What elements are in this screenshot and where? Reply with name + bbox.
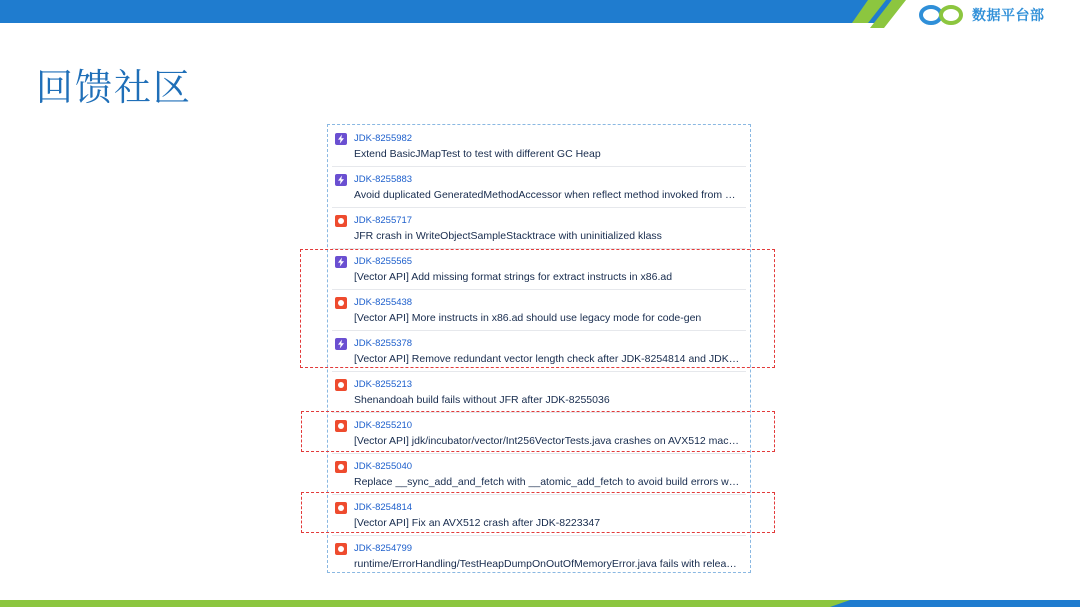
bug-circle-icon: [335, 502, 347, 514]
issue-summary: Extend BasicJMapTest to test with different GC Heap: [354, 148, 601, 160]
bug-circle-icon: [335, 215, 347, 227]
issue-key-link[interactable]: JDK-8254814: [354, 502, 413, 513]
issue-row[interactable]: [328, 208, 750, 249]
lightning-icon: [335, 174, 347, 186]
issue-row[interactable]: [328, 249, 750, 290]
issue-row[interactable]: [328, 454, 750, 495]
issue-key-link[interactable]: JDK-8255213: [354, 379, 413, 390]
bottom-footer-bar: [0, 600, 1080, 607]
issue-row[interactable]: [328, 413, 750, 454]
issue-row[interactable]: [328, 372, 750, 413]
issue-key-link[interactable]: JDK-8255565: [354, 256, 413, 267]
page-title: 回馈社区: [36, 66, 192, 109]
bug-circle-icon: [335, 297, 347, 309]
bug-circle-icon: [335, 543, 347, 555]
infinity-logo-icon: [918, 4, 966, 26]
issue-summary: Avoid duplicated GeneratedMethodAccessor when reflect method invoked from …: [354, 189, 736, 201]
issue-summary: [Vector API] Fix an AVX512 crash after JDK-8223347: [354, 517, 601, 529]
issue-key-link[interactable]: JDK-8254799: [354, 543, 413, 554]
bug-circle-icon: [335, 379, 347, 391]
issue-summary: Shenandoah build fails without JFR after JDK-8255036: [354, 394, 610, 406]
issue-row[interactable]: [328, 167, 750, 208]
brand-logo: [918, 4, 1045, 26]
issue-key-link[interactable]: JDK-8255378: [354, 338, 413, 349]
brand-logo-text: 数据平台部: [972, 8, 1045, 24]
issue-key-link[interactable]: JDK-8255883: [354, 174, 413, 185]
issue-key-link[interactable]: JDK-8255210: [354, 420, 413, 431]
issue-summary: [Vector API] Add missing format strings for extract instructs in x86.ad: [354, 271, 673, 283]
issue-summary: [Vector API] jdk/incubator/vector/Int256VectorTests.java crashes on AVX512 mac…: [354, 435, 740, 447]
issue-row[interactable]: [328, 536, 750, 577]
bug-circle-icon: [335, 461, 347, 473]
issue-key-link[interactable]: JDK-8255982: [354, 133, 413, 144]
issue-summary: Replace __sync_add_and_fetch with __atomic_add_fetch to avoid build errors w…: [354, 476, 740, 488]
bug-circle-icon: [335, 420, 347, 432]
lightning-icon: [335, 256, 347, 268]
issue-row[interactable]: [328, 126, 750, 167]
lightning-icon: [335, 338, 347, 350]
issue-key-link[interactable]: JDK-8255438: [354, 297, 413, 308]
issue-key-link[interactable]: JDK-8255717: [354, 215, 413, 226]
issue-row[interactable]: [328, 495, 750, 536]
issue-summary: runtime/ErrorHandling/TestHeapDumpOnOutOfMemoryError.java fails with relea…: [354, 558, 737, 570]
issue-summary: [Vector API] More instructs in x86.ad should use legacy mode for code-gen: [354, 312, 702, 324]
issue-row[interactable]: [328, 290, 750, 331]
issue-list: [327, 124, 751, 573]
lightning-icon: [335, 133, 347, 145]
issue-key-link[interactable]: JDK-8255040: [354, 461, 413, 472]
issue-summary: [Vector API] Remove redundant vector length check after JDK-8254814 and JDK…: [354, 353, 740, 365]
issue-row[interactable]: [328, 331, 750, 372]
issue-summary: JFR crash in WriteObjectSampleStacktrace with uninitialized klass: [354, 230, 662, 242]
